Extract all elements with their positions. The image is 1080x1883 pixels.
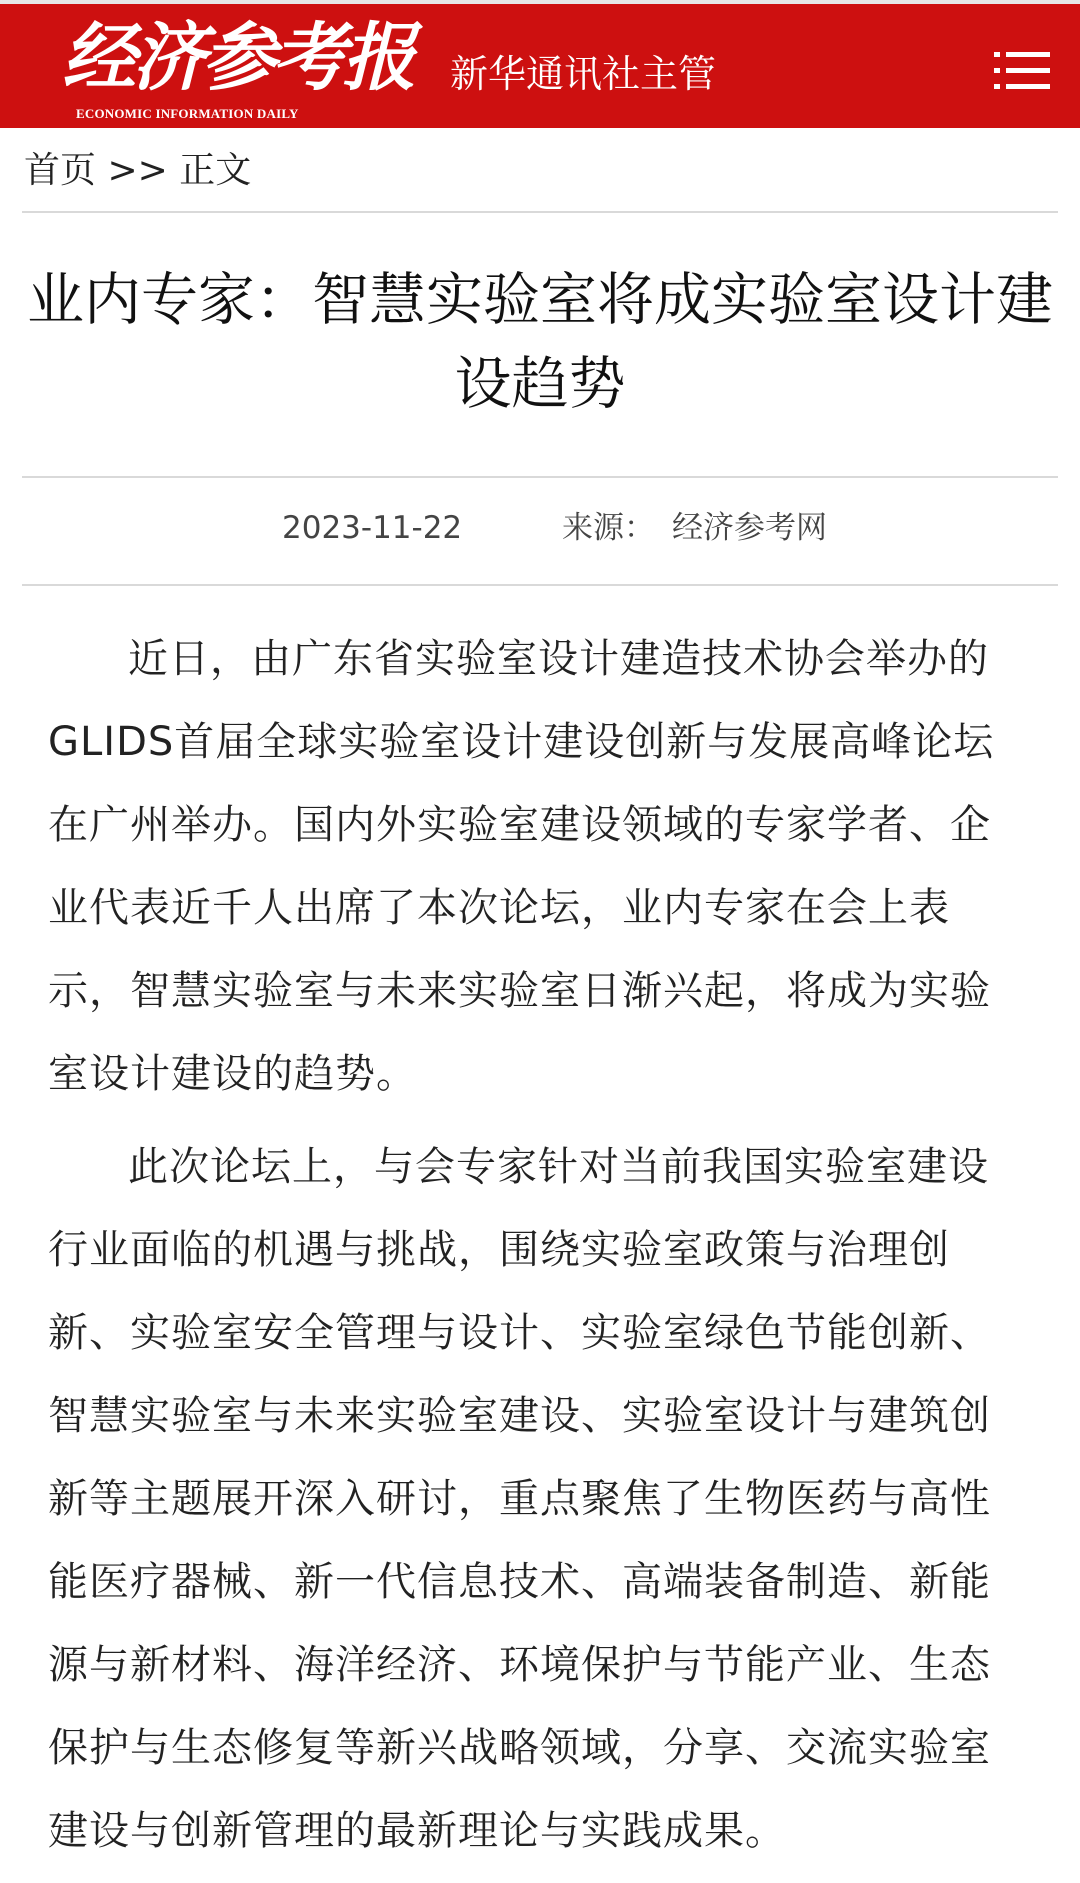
site-header xyxy=(0,0,1080,128)
breadcrumb-home-link[interactable]: 首页 xyxy=(24,150,97,191)
article-paragraph: 近日，由广东省实验室设计建造技术协会举办的GLIDS首届全球实验室设计建设创新与发展高峰论坛在广州举办。国内外实验室建设领域的专家学者、企业代表近千人出席了本次论坛，业内专家在会上表示，智慧实验室与未来实验室日渐兴起，将成为实验室设计建设的趋势。 xyxy=(48,636,995,1097)
hamburger-menu-icon[interactable] xyxy=(994,48,1050,94)
breadcrumb-divider xyxy=(22,211,1058,213)
publish-date: 2023-11-22 xyxy=(282,510,463,546)
header-tagline: 新华通讯社主管 xyxy=(450,52,717,96)
article-body xyxy=(48,618,1008,1883)
article-source: 经济参考网 xyxy=(672,510,827,546)
site-logo[interactable] xyxy=(62,14,412,124)
source-label: 来源： xyxy=(562,510,655,546)
breadcrumb xyxy=(24,148,251,194)
breadcrumb-separator: >> xyxy=(107,150,168,191)
article-title: 业内专家：智慧实验室将成实验室设计建设趋势 xyxy=(27,267,1053,417)
meta-divider xyxy=(22,584,1058,586)
logo-english-name: ECONOMIC INFORMATION DAILY xyxy=(76,106,299,121)
article-paragraph: 此次论坛上，与会专家针对当前我国实验室建设行业面临的机遇与挑战，围绕实验室政策与治理创新、实验室安全管理与设计、实验室绿色节能创新、智慧实验室与未来实验室建设、实验室设计与建筑创新等主题展开深入研讨，重点聚焦了生物医药与高性能医疗器械、新一代信息技术、高端装备制造、新能源与新材料、海洋经济、环境保护与节能产业、生态保护与生态修复等新兴战略领域，分享、交流实验室建设与创新管理的最新理论与实践成果。 xyxy=(48,1144,991,1854)
article-meta xyxy=(0,508,1080,548)
title-divider xyxy=(22,476,1058,478)
breadcrumb-current: 正文 xyxy=(179,150,252,191)
logo-chinese-name: 经济参考报 xyxy=(62,15,412,101)
